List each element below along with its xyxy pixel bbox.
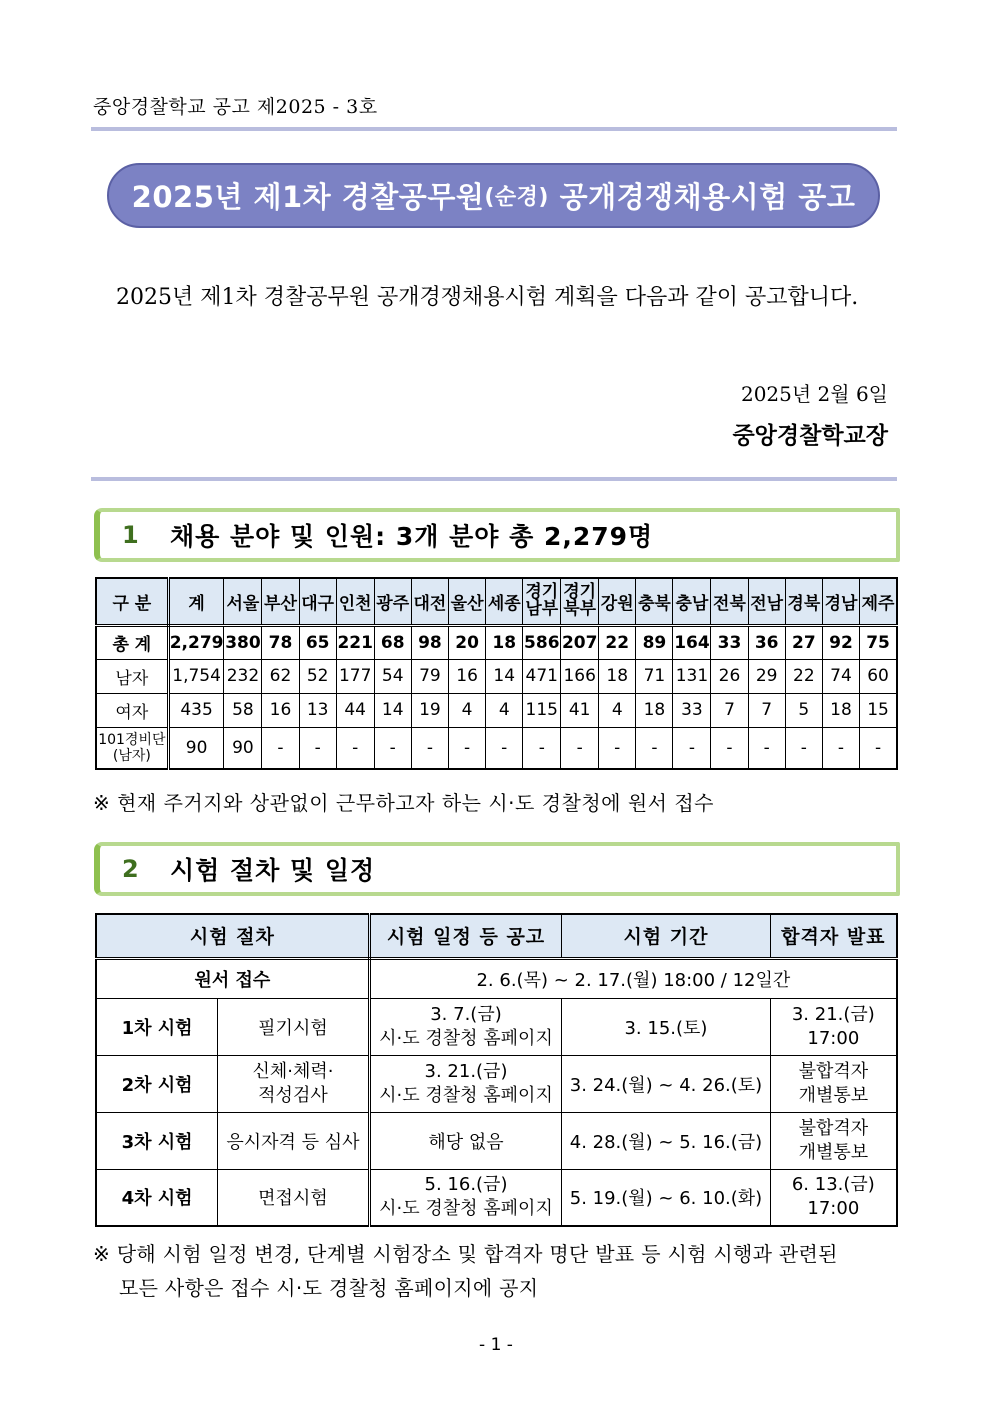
header-cell: 제주 [860, 578, 897, 625]
table-cell: 4 [448, 693, 485, 727]
stage-type-line2: 적성검사 [258, 1084, 328, 1106]
table-cell: 75 [860, 625, 897, 659]
row-label: 남자 [96, 659, 168, 693]
table-cell: 74 [822, 659, 859, 693]
header-cell: 전남 [748, 578, 785, 625]
header-cell: 강원 [599, 578, 636, 625]
period-cell: 4. 28.(월) ~ 5. 16.(금) [562, 1112, 770, 1169]
table-cell: 166 [561, 659, 599, 693]
result-cell [770, 1112, 897, 1169]
table-cell: 471 [523, 659, 561, 693]
header-cell: 합격자 발표 [770, 914, 897, 958]
table-cell: 15 [860, 693, 897, 727]
header-cell: 울산 [448, 578, 485, 625]
notice-cell [369, 998, 562, 1055]
header-cell: 광주 [374, 578, 411, 625]
header-cell: 경북 [785, 578, 822, 625]
section-1-title: 채용 분야 및 인원: 3개 분야 총 2,279명 [170, 522, 654, 551]
table-cell: - [299, 727, 336, 769]
table-cell: 16 [262, 693, 299, 727]
table-cell: 18 [822, 693, 859, 727]
table-cell: 41 [561, 693, 599, 727]
header-cell: 대전 [411, 578, 448, 625]
notice-date: 3. 21.(금) [424, 1060, 508, 1082]
table-cell: 52 [299, 659, 336, 693]
stage-label: 3차 시험 [96, 1112, 218, 1169]
section-2-note [93, 1237, 903, 1305]
notice-cell [369, 1055, 562, 1112]
table-cell: 380 [224, 625, 262, 659]
stage-type: 응시자격 등 심사 [218, 1112, 370, 1169]
recruitment-table [95, 577, 898, 770]
section-1-number: 1 [122, 521, 139, 549]
header-cell: 시험 기간 [562, 914, 770, 958]
section-1-note: ※ 현재 주거지와 상관없이 근무하고자 하는 시·도 경찰청에 원서 접수 [93, 791, 714, 815]
table-cell: 2,279 [168, 625, 224, 659]
row-label-line1: 101경비단 [98, 731, 166, 748]
table-row [96, 1055, 897, 1112]
result-cell [770, 1169, 897, 1226]
table-cell: 22 [599, 625, 636, 659]
stage-label: 4차 시험 [96, 1169, 218, 1226]
row-label [96, 727, 168, 769]
table-cell: 20 [448, 625, 485, 659]
table-header-row [96, 578, 897, 625]
row-label: 총 계 [96, 625, 168, 659]
table-cell: 13 [299, 693, 336, 727]
result-line2: 17:00 [807, 1198, 860, 1220]
header-cell: 경기 북부 [561, 578, 599, 625]
result-line2: 17:00 [807, 1027, 860, 1049]
table-cell: 19 [411, 693, 448, 727]
table-cell: - [711, 727, 748, 769]
section-2-number: 2 [122, 855, 139, 883]
top-divider [91, 127, 897, 131]
table-cell: 29 [748, 659, 785, 693]
table-cell: 4 [486, 693, 523, 727]
table-cell: 7 [748, 693, 785, 727]
title-paren: (순경) [484, 185, 549, 210]
table-cell: 58 [224, 693, 262, 727]
table-cell: - [860, 727, 897, 769]
table-cell: - [599, 727, 636, 769]
title-main: 2025년 제1차 경찰공무원 [131, 180, 485, 214]
header-cell: 경기 남부 [523, 578, 561, 625]
stage-label: 1차 시험 [96, 998, 218, 1055]
table-cell: 177 [336, 659, 374, 693]
table-cell: 131 [673, 659, 711, 693]
title-end: 공개경쟁채용시험 공고 [559, 180, 856, 214]
table-cell: 14 [486, 659, 523, 693]
result-line1: 3. 21.(금) [791, 1003, 875, 1025]
header-cell: 전북 [711, 578, 748, 625]
table-cell: 221 [336, 625, 374, 659]
table-cell: 90 [168, 727, 224, 769]
table-header-row [96, 914, 897, 958]
section-1-header [94, 508, 900, 562]
period-cell: 5. 19.(월) ~ 6. 10.(화) [562, 1169, 770, 1226]
result-cell [770, 998, 897, 1055]
table-cell: - [448, 727, 485, 769]
stage-label: 2차 시험 [96, 1055, 218, 1112]
table-cell: 18 [599, 659, 636, 693]
table-cell: 98 [411, 625, 448, 659]
table-cell: 435 [168, 693, 224, 727]
header-cell: 시험 절차 [96, 914, 369, 958]
stage-type: 면접시험 [218, 1169, 370, 1226]
table-row [96, 693, 897, 727]
table-cell: - [486, 727, 523, 769]
notice-date: 5. 16.(금) [424, 1174, 508, 1196]
table-row [96, 1169, 897, 1226]
row-label-line2: (남자) [112, 747, 151, 764]
header-cell: 부산 [262, 578, 299, 625]
notice-number: 중앙경찰학교 공고 제2025 - 3호 [93, 96, 378, 118]
table-cell: 115 [523, 693, 561, 727]
notice-cell: 해당 없음 [369, 1112, 562, 1169]
table-cell: 1,754 [168, 659, 224, 693]
result-line2: 개별통보 [798, 1084, 869, 1106]
table-cell: 54 [374, 659, 411, 693]
notice-date: 3. 7.(금) [430, 1003, 502, 1025]
table-cell: - [748, 727, 785, 769]
table-cell: - [561, 727, 599, 769]
row-label: 여자 [96, 693, 168, 727]
table-cell: 78 [262, 625, 299, 659]
table-cell: 4 [599, 693, 636, 727]
page-title [107, 163, 880, 228]
table-cell: 164 [673, 625, 711, 659]
table-cell: 90 [224, 727, 262, 769]
stage-type: 필기시험 [218, 998, 370, 1055]
table-cell: - [523, 727, 561, 769]
table-cell: 92 [822, 625, 859, 659]
table-row [96, 1112, 897, 1169]
notice-date: 2025년 2월 6일 [740, 382, 888, 406]
stage-type [218, 1055, 370, 1112]
table-cell: - [262, 727, 299, 769]
stage-type-line1: 신체·체력· [252, 1060, 334, 1082]
table-cell: 16 [448, 659, 485, 693]
application-label: 원서 접수 [96, 958, 369, 998]
schedule-table [95, 913, 898, 1227]
table-cell: 68 [374, 625, 411, 659]
section-2-title: 시험 절차 및 일정 [170, 856, 376, 885]
table-cell: 232 [224, 659, 262, 693]
table-row [96, 659, 897, 693]
header-cell: 계 [168, 578, 224, 625]
header-cell: 경남 [822, 578, 859, 625]
table-cell: 207 [561, 625, 599, 659]
header-cell: 구 분 [96, 578, 168, 625]
table-cell: 33 [673, 693, 711, 727]
table-cell: 60 [860, 659, 897, 693]
table-cell: 44 [336, 693, 374, 727]
table-cell: 79 [411, 659, 448, 693]
notice-cell [369, 1169, 562, 1226]
note-line-1: ※ 당해 시험 일정 변경, 단계별 시험장소 및 합격자 명단 발표 등 시험 시행과 관련된 [93, 1242, 838, 1266]
table-cell: - [411, 727, 448, 769]
issuer: 중앙경찰학교장 [732, 422, 888, 449]
note-line-2: 모든 사항은 접수 시·도 경찰청 홈페이지에 공지 [119, 1276, 539, 1300]
table-row [96, 625, 897, 659]
period-cell: 3. 15.(토) [562, 998, 770, 1055]
table-cell: 586 [523, 625, 561, 659]
table-cell: 22 [785, 659, 822, 693]
header-cell: 인천 [336, 578, 374, 625]
result-line2: 개별통보 [798, 1141, 869, 1163]
header-cell: 세종 [486, 578, 523, 625]
table-cell: 7 [711, 693, 748, 727]
application-period: 2. 6.(목) ~ 2. 17.(월) 18:00 / 12일간 [369, 958, 897, 998]
table-cell: - [636, 727, 673, 769]
table-cell: 89 [636, 625, 673, 659]
table-cell: 65 [299, 625, 336, 659]
header-cell: 시험 일정 등 공고 [369, 914, 562, 958]
table-cell: 71 [636, 659, 673, 693]
notice-place: 시·도 경찰청 홈페이지 [379, 1198, 553, 1220]
notice-place: 시·도 경찰청 홈페이지 [379, 1027, 553, 1049]
header-cell: 충남 [673, 578, 711, 625]
table-cell: - [785, 727, 822, 769]
table-cell: - [336, 727, 374, 769]
result-line1: 불합격자 [798, 1117, 869, 1139]
notice-place: 시·도 경찰청 홈페이지 [379, 1084, 553, 1106]
section-2-header [94, 842, 900, 896]
table-cell: - [822, 727, 859, 769]
table-row [96, 727, 897, 769]
table-cell: 62 [262, 659, 299, 693]
header-cell: 대구 [299, 578, 336, 625]
application-row [96, 958, 897, 998]
table-cell: 5 [785, 693, 822, 727]
result-line1: 6. 13.(금) [791, 1174, 875, 1196]
table-cell: 18 [486, 625, 523, 659]
table-cell: 26 [711, 659, 748, 693]
table-cell: 18 [636, 693, 673, 727]
table-cell: - [673, 727, 711, 769]
result-line1: 불합격자 [798, 1060, 869, 1082]
period-cell: 3. 24.(월) ~ 4. 26.(토) [562, 1055, 770, 1112]
result-cell [770, 1055, 897, 1112]
table-row [96, 998, 897, 1055]
intro-divider [91, 477, 897, 481]
intro-text: 2025년 제1차 경찰공무원 공개경쟁채용시험 계획을 다음과 같이 공고합니다. [116, 285, 859, 310]
table-cell: - [374, 727, 411, 769]
header-cell: 서울 [224, 578, 262, 625]
table-cell: 36 [748, 625, 785, 659]
header-cell: 충북 [636, 578, 673, 625]
table-cell: 33 [711, 625, 748, 659]
table-cell: 14 [374, 693, 411, 727]
table-cell: 27 [785, 625, 822, 659]
page-number: - 1 - [479, 1335, 513, 1355]
